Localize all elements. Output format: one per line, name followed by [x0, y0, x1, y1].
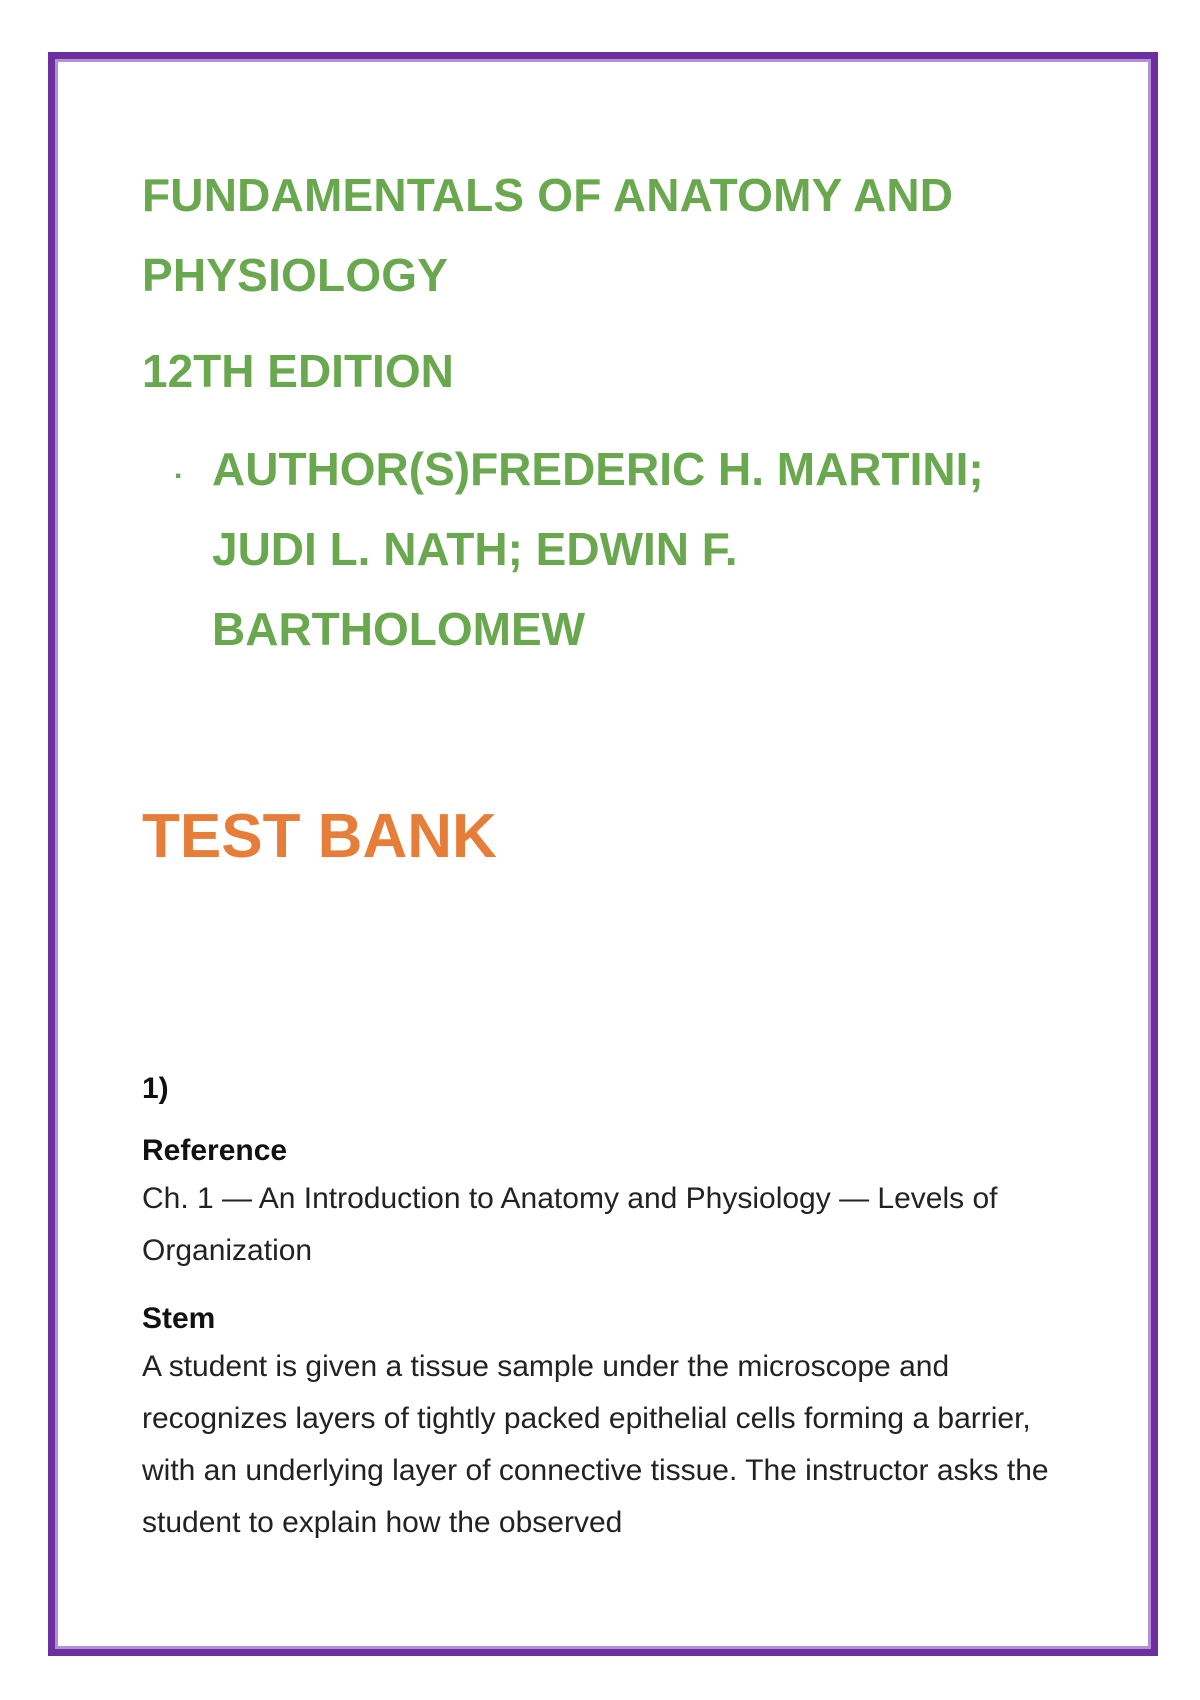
question-number: 1) — [142, 1072, 169, 1105]
reference-text: Ch. 1 — An Introduction to Anatomy and Physiology — Levels of Organization — [142, 1182, 998, 1267]
book-title: FUNDAMENTALS OF ANATOMY AND PHYSIOLOGY — [142, 169, 954, 301]
stem-label: Stem — [142, 1302, 216, 1335]
page-content — [142, 155, 1102, 1549]
question-block — [142, 1069, 1102, 1549]
book-authors: AUTHOR(S)FREDERIC H. MARTINI; JUDI L. NATH; EDWIN F. BARTHOLOMEW — [212, 443, 984, 655]
bullet-icon: . — [174, 452, 183, 485]
reference-label: Reference — [142, 1134, 288, 1167]
book-edition: 12TH EDITION — [142, 345, 454, 397]
stem-text: A student is given a tissue sample under the microscope and recognizes layers of tightly packed epithelial cells forming a barrier, with an underlying layer of connective tissue. The instructor asks the student to explain how the observed — [142, 1350, 1049, 1539]
authors-list-item — [142, 429, 1102, 669]
test-bank-heading: TEST BANK — [142, 802, 497, 871]
